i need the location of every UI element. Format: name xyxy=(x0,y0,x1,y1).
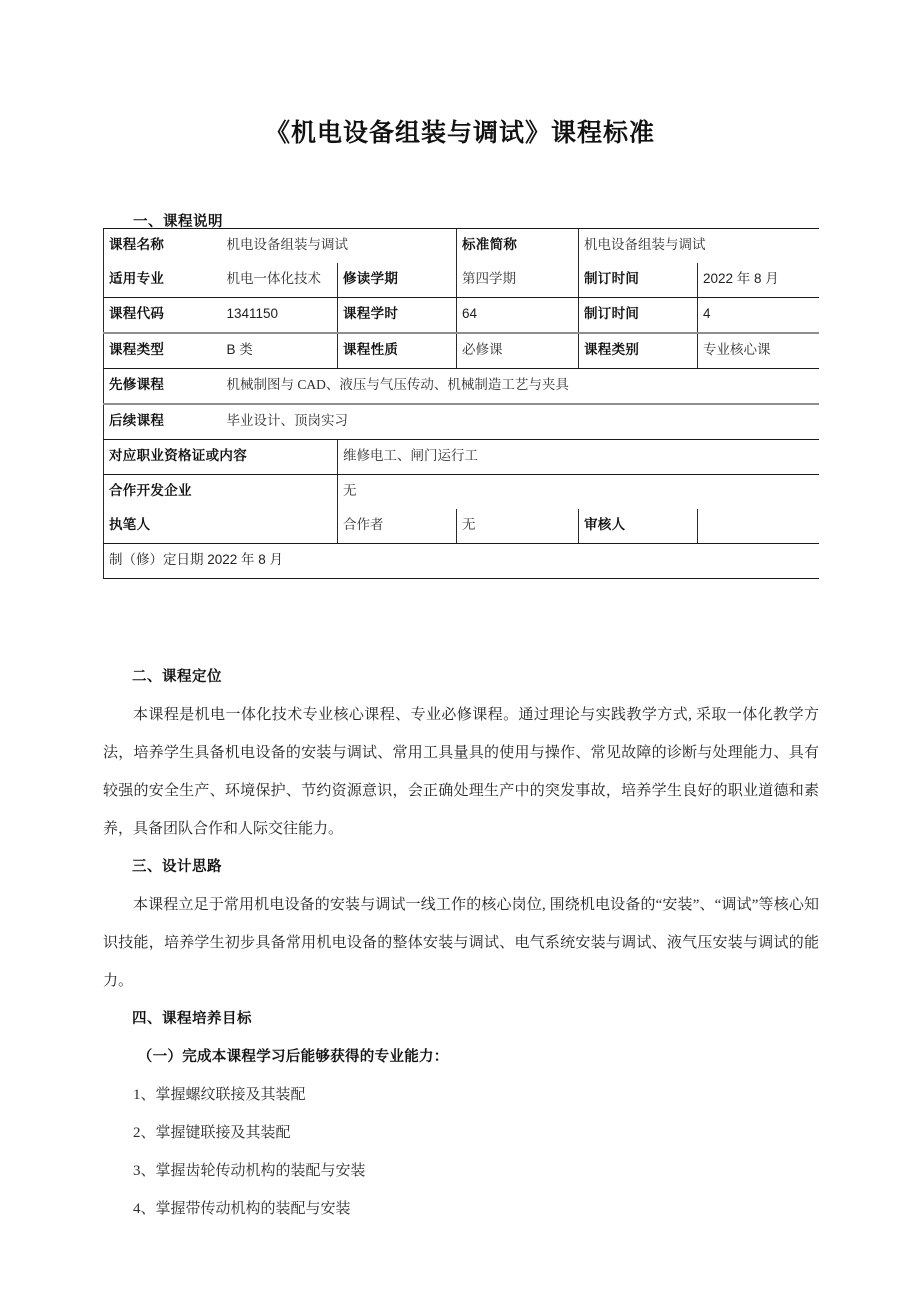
table-row xyxy=(104,404,819,440)
cell-term-label: 修读学期 xyxy=(338,263,457,298)
cell-partner-company-label: 合作开发企业 xyxy=(104,475,338,510)
cell-term-value: 第四学期 xyxy=(457,263,579,298)
cell-course-code-value: 1341150 xyxy=(222,298,338,334)
cell-reviewer-value xyxy=(698,509,819,544)
cell-major-value: 机电一体化技术 xyxy=(222,263,338,298)
section-design-approach xyxy=(103,848,819,1000)
cell-revision-date-2-label: 制订时间 xyxy=(579,298,698,334)
cell-certificate-value: 维修电工、闸门运行工 xyxy=(338,440,819,475)
table-row xyxy=(104,229,819,264)
cell-course-nature-label: 课程性质 xyxy=(338,333,457,369)
list-item: 2、掌握键联接及其装配 xyxy=(133,1125,291,1141)
paragraph-course-positioning: 本课程是机电一体化技术专业核心课程、专业必修课程。通过理论与实践教学方式, 采取一体化教学方法，培养学生具备机电设备的安装与调试、常用工具量具的使用与操作、常见故障的诊断与处理能力、具有较强的安全生产、环境保护、节约资源意识，会正确处理生产中的突发事故，培养学生良好的职业道德和素养，具备团队合作和人际交往能力。 xyxy=(103,707,819,837)
list-item: 4、掌握带传动机构的装配与安装 xyxy=(133,1201,351,1217)
section-course-positioning xyxy=(103,658,819,848)
page-title: 《机电设备组装与调试》课程标准 xyxy=(264,119,655,147)
table-row xyxy=(104,298,819,334)
cell-major-label: 适用专业 xyxy=(104,263,222,298)
cell-author-label: 执笔人 xyxy=(104,509,338,544)
cell-course-type-label: 课程类型 xyxy=(104,333,222,369)
cell-standard-short-label: 标准简称 xyxy=(457,229,579,264)
cell-prerequisite-value: 机械制图与 CAD、液压与气压传动、机械制造工艺与夹具 xyxy=(222,369,819,405)
cell-course-code-label: 课程代码 xyxy=(104,298,222,334)
cell-course-hours-label: 课程学时 xyxy=(338,298,457,334)
table-row xyxy=(104,369,819,405)
cell-course-category-value: 专业核心课 xyxy=(698,333,819,369)
section-heading-design-approach: 三、设计思路 xyxy=(132,859,222,875)
cell-revision-date-footer: 制（修）定日期 2022 年 8 月 xyxy=(104,544,819,579)
cell-partner-company-value: 无 xyxy=(338,475,819,510)
cell-course-nature-value: 必修课 xyxy=(457,333,579,369)
cell-followup-value: 毕业设计、顶岗实习 xyxy=(222,404,819,440)
cell-course-hours-value: 64 xyxy=(457,298,579,334)
cell-collaborator-label: 合作者 xyxy=(338,509,457,544)
cell-revision-date-1-value: 2022 年 8 月 xyxy=(698,263,819,298)
cell-certificate-label: 对应职业资格证或内容 xyxy=(104,440,338,475)
cell-course-type-value: B 类 xyxy=(222,333,338,369)
cell-standard-short-value: 机电设备组装与调试 xyxy=(579,229,819,264)
cell-revision-date-2-value: 4 xyxy=(698,298,819,334)
course-spec-table xyxy=(103,228,819,579)
paragraph-design-approach: 本课程立足于常用机电设备的安装与调试一线工作的核心岗位, 围绕机电设备的“安装”、“调试”等核心知识技能，培养学生初步具备常用机电设备的整体安装与调试、电气系统安装与调试、液气压安装与调试的能力。 xyxy=(103,897,819,989)
table-row xyxy=(104,475,819,510)
table-row xyxy=(104,263,819,298)
table-row xyxy=(104,440,819,475)
cell-prerequisite-label: 先修课程 xyxy=(104,369,222,405)
cell-followup-label: 后续课程 xyxy=(104,404,222,440)
section-heading-training-objectives: 四、课程培养目标 xyxy=(132,1011,252,1027)
cell-reviewer-label: 审核人 xyxy=(579,509,698,544)
cell-course-category-label: 课程类别 xyxy=(579,333,698,369)
list-item: 1、掌握螺纹联接及其装配 xyxy=(133,1087,306,1103)
table-row xyxy=(104,333,819,369)
section-heading-course-positioning: 二、课程定位 xyxy=(132,669,222,685)
section-heading-course-description: 一、课程说明 xyxy=(133,214,223,230)
table-row xyxy=(104,509,819,544)
cell-revision-date-1-label: 制订时间 xyxy=(579,263,698,298)
list-item: 3、掌握齿轮传动机构的装配与安装 xyxy=(133,1163,366,1179)
table-row xyxy=(104,544,819,579)
cell-course-name-label: 课程名称 xyxy=(104,229,222,264)
section-training-objectives xyxy=(103,1000,819,1228)
cell-collaborator-value: 无 xyxy=(457,509,579,544)
cell-course-name-value: 机电设备组装与调试 xyxy=(222,229,457,264)
subsection-heading-professional-abilities: （一）完成本课程学习后能够获得的专业能力： xyxy=(137,1049,449,1065)
